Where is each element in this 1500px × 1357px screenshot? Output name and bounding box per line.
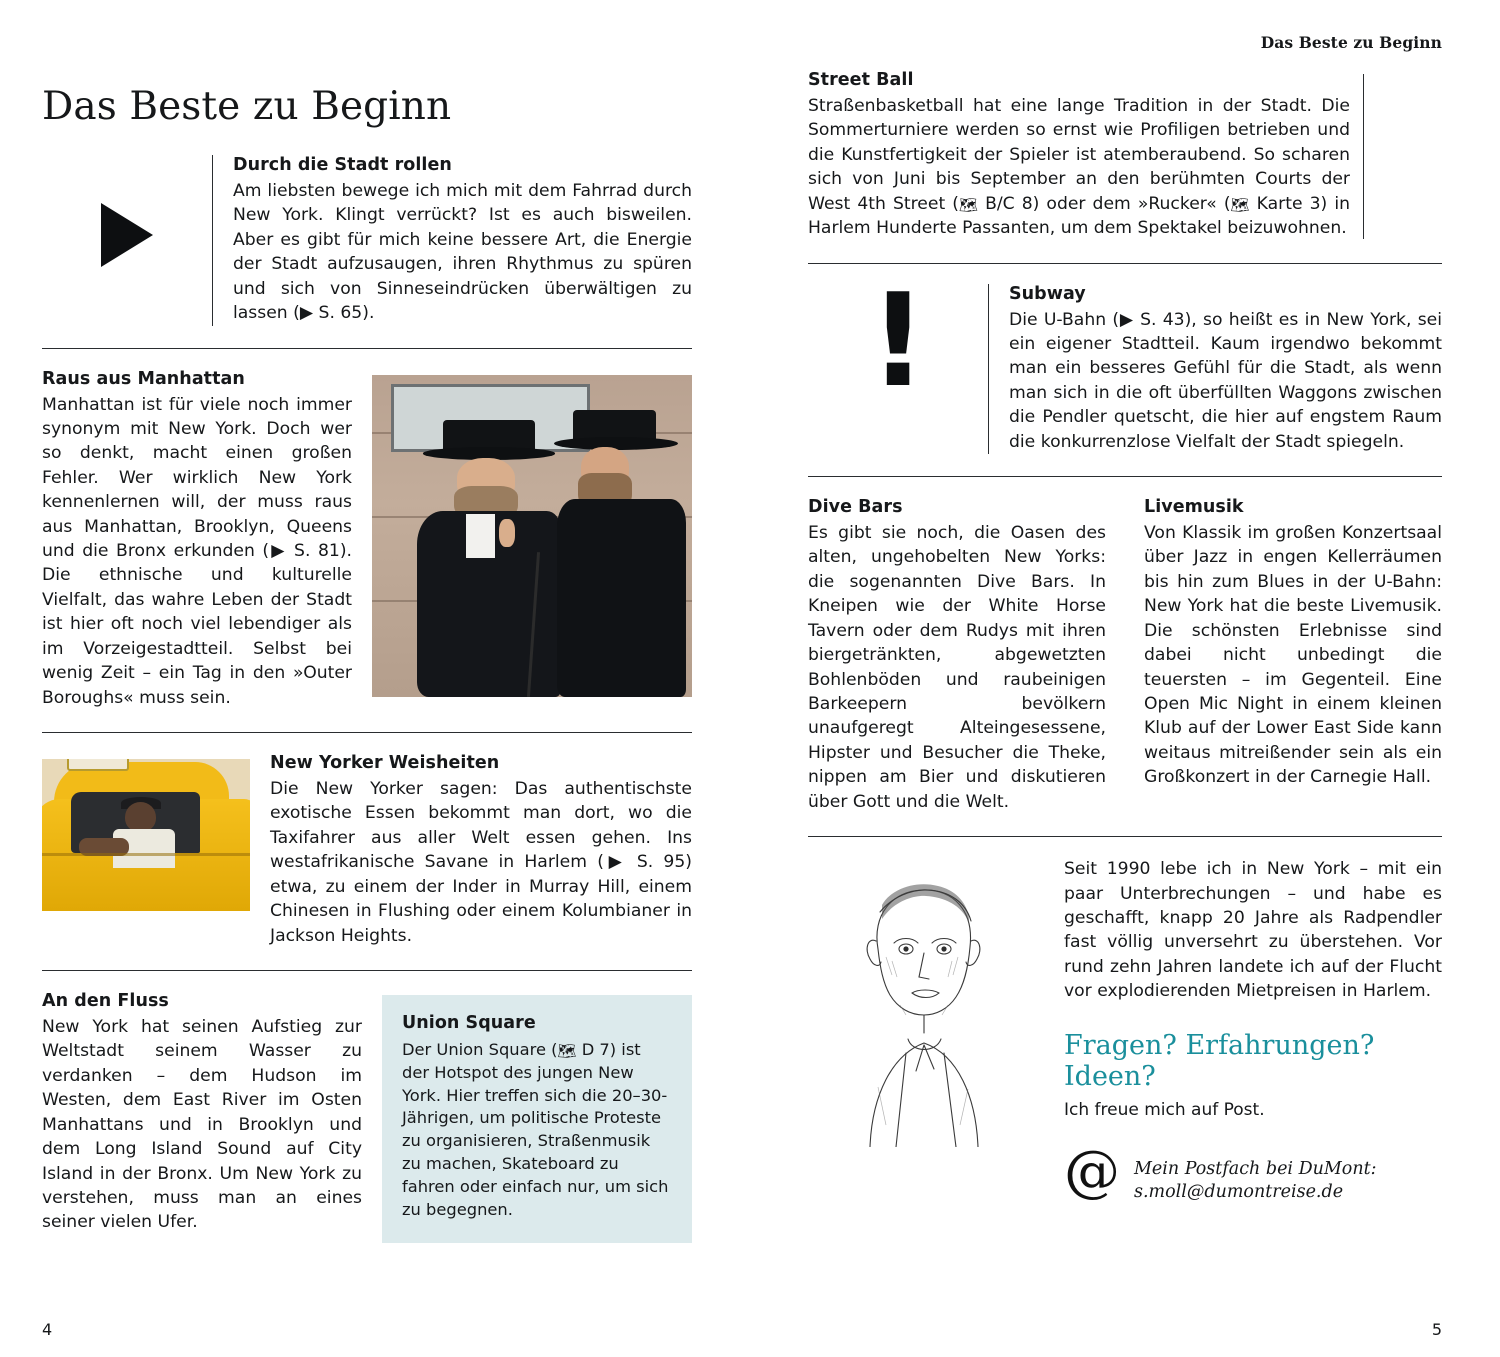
tip-subway — [808, 266, 1442, 455]
info-box-heading: Union Square — [402, 1012, 536, 1033]
right-page — [750, 0, 1500, 1357]
section-raus-aus-manhattan — [42, 369, 692, 710]
tip-body: Die U-Bahn (▶ S. 43), so heißt es in New York, sei ein eigener Stadtteil. Kaum irgendwo bekommt man ein besseres Gefühl für die Stadt, als wenn man sich in die oft überfüllten Waggons zwischen die Pendler quetscht, die hier auf engstem Raum die konkurrenzlose Vielfalt der Stadt spiegeln. — [1009, 309, 1442, 452]
at-sign-icon: @ — [1064, 1138, 1120, 1204]
section-bars-and-music — [808, 497, 1442, 814]
section-heading: Street Ball — [808, 70, 914, 90]
section-divider — [42, 732, 692, 733]
tip-heading: Subway — [1009, 283, 1086, 304]
section-body — [808, 94, 1350, 241]
page-title: Das Beste zu Beginn — [42, 84, 452, 129]
vertical-divider — [212, 155, 213, 326]
tip-body: Am liebsten bewege ich mich mit dem Fahrrad durch New York. Klingt verrückt? Ist es auch bisweilen. Aber es gibt für mich keine bessere Art, die Energie der Stadt aufzusaugen, ihren Rhythmus zu spüren und sich von Sinneseindrücken überwältigen zu lassen (▶ S. 65). — [233, 181, 692, 324]
running-head: Das Beste zu Beginn — [1260, 33, 1442, 52]
photo-taxi-driver — [42, 759, 250, 911]
section-heading: Raus aus Manhattan — [42, 368, 245, 389]
page-number-left: 4 — [42, 1320, 53, 1339]
section-heading: Livemusik — [1144, 497, 1244, 518]
section-body: Es gibt sie noch, die Oasen des alten, ungehobelten New Yorks: die sogenannten Dive Bars. In Kneipen wie der White Horse Tavern oder dem Rudys mit ihren biergetränkten, abgewetzten Bohlenböden und raubeinigen Barkeepern bevölkern unaufgeregt Alteingesessene, Hipster und Besucher die Theke, nippen am Bier und diskutieren über Gott und die Welt. — [808, 523, 1106, 812]
section-divider — [42, 348, 692, 349]
exclamation-mark-icon — [808, 266, 988, 455]
play-triangle-icon — [42, 155, 212, 326]
editor-mail-row[interactable] — [1064, 1138, 1442, 1204]
section-heading: New Yorker Weisheiten — [270, 753, 500, 774]
exclamation-glyph: ! — [868, 266, 928, 416]
author-portrait — [808, 857, 1038, 1147]
info-box-body-pre: Der Union Square ( — [402, 1039, 558, 1059]
section-body: Die New Yorker sagen: Das authentischste exotische Essen bekommt man dort, wo die Taxifahrer aus aller Welt essen gehen. Ins westafrikanische Savane in Harlem (▶ S. 95) etwa, zu einem der Inder in Murray Hill, einem Chinesen in Flushing oder einem Kolumbianer in Jackson Heights. — [270, 779, 692, 946]
section-street-ball — [808, 70, 1442, 241]
section-divider — [808, 263, 1442, 264]
tip-heading: Durch die Stadt rollen — [233, 155, 452, 175]
editor-cta-heading: Fragen? Erfahrungen? Ideen? — [1064, 1029, 1375, 1092]
section-body: New York hat seinen Aufstieg zur Weltstadt seinem Wasser zu verdanken – dem Hudson im Westen, dem East River im Osten Manhattans und in Brooklyn und dem Long Island Sound auf City Island in der Bronx. Um New York zu verstehen, muss man an eines seiner vielen Ufer. — [42, 1016, 362, 1233]
section-heading: Dive Bars — [808, 497, 903, 518]
section-body: Manhattan ist für viele noch immer synonym mit New York. Doch wer so denkt, macht einen großen Fehler. Wer wirklich New York kennenlernen will, der muss raus aus Manhattan, Brooklyn, Queens und die Bronx erkunden (▶ S. 81). Die ethnische und kulturelle Vielfalt, das wahre Leben der Stadt ist hier oft noch viel lebendiger als im Vorzeigestadtteil. Selbst bei wenig Zeit – ein Tag in den »Outer Boroughs« muss sein. — [42, 394, 352, 708]
page-number-right: 5 — [1431, 1320, 1442, 1339]
editor-cta-line: Ich freue mich auf Post. — [1064, 1099, 1265, 1120]
info-box-body — [402, 1039, 672, 1222]
section-an-den-fluss — [42, 991, 692, 1244]
vertical-divider — [1363, 74, 1364, 239]
info-box-body-post: D 7) ist der Hotspot des jungen New York. Hier treffen sich die 20–30-Jährigen, um politische Proteste zu organisieren, Straßenmusik zu machen, Skateboard zu fahren oder einfach nur, um sich zu begegnen. — [402, 1039, 669, 1219]
editor-body: Seit 1990 lebe ich in New York – mit ein paar Unterbrechungen – und habe es geschafft, knapp 20 Jahre als Radpendler fast völlig unversehrt zu überstehen. Vor rund zehn Jahren landete ich auf der Flucht vor explodierenden Mietpreisen in Harlem. — [1064, 859, 1442, 1002]
street-ball-body-2: B/C 8) oder dem »Rucker« ( — [978, 193, 1231, 214]
section-heading: An den Fluss — [42, 990, 169, 1011]
section-editor-note — [808, 857, 1442, 1204]
subsection-livemusik — [1144, 497, 1442, 814]
section-divider — [42, 970, 692, 971]
section-new-yorker-weisheiten — [42, 753, 692, 948]
map-icon: 🗺 — [557, 1041, 577, 1060]
tip-durch-die-stadt-rollen — [42, 155, 692, 326]
map-icon: 🗺 — [1230, 195, 1250, 214]
map-icon: 🗺 — [958, 195, 978, 214]
section-body: Von Klassik im großen Konzertsaal über Jazz in engen Kellerräumen bis hin zum Blues in der U-Bahn: New York hat die beste Livemusik. Die schönsten Erlebnisse sind dabei nicht unbedingt die teuersten – im Gegenteil. Eine Open Mic Night in einem kleinen Klub auf der Lower East Side kann weitaus mitreißender sein als ein Großkonzert in der Carnegie Hall. — [1144, 523, 1442, 788]
section-divider — [808, 836, 1442, 837]
info-box-union-square — [382, 995, 692, 1244]
street-ball-body-3: Karte 3) in Harlem Hunderte Passanten, um dem Spektakel beizuwohnen. — [808, 193, 1350, 239]
section-divider — [808, 476, 1442, 477]
subsection-dive-bars — [808, 497, 1106, 814]
mail-label: Mein Postfach bei DuMont: — [1134, 1158, 1377, 1179]
mail-address[interactable]: s.moll@dumontreise.de — [1134, 1181, 1344, 1202]
street-ball-body-1: Straßenbasketball hat eine lange Tradition in der Stadt. Die Sommerturniere werden so ernst wie Profiligen betrieben und die Kunstfertigkeit der Spieler ist atemberaubend. So scharen sich von Juni bis September an den berühmten Courts der West 4th Street ( — [808, 96, 1350, 214]
photo-hasidic-men — [372, 375, 692, 697]
